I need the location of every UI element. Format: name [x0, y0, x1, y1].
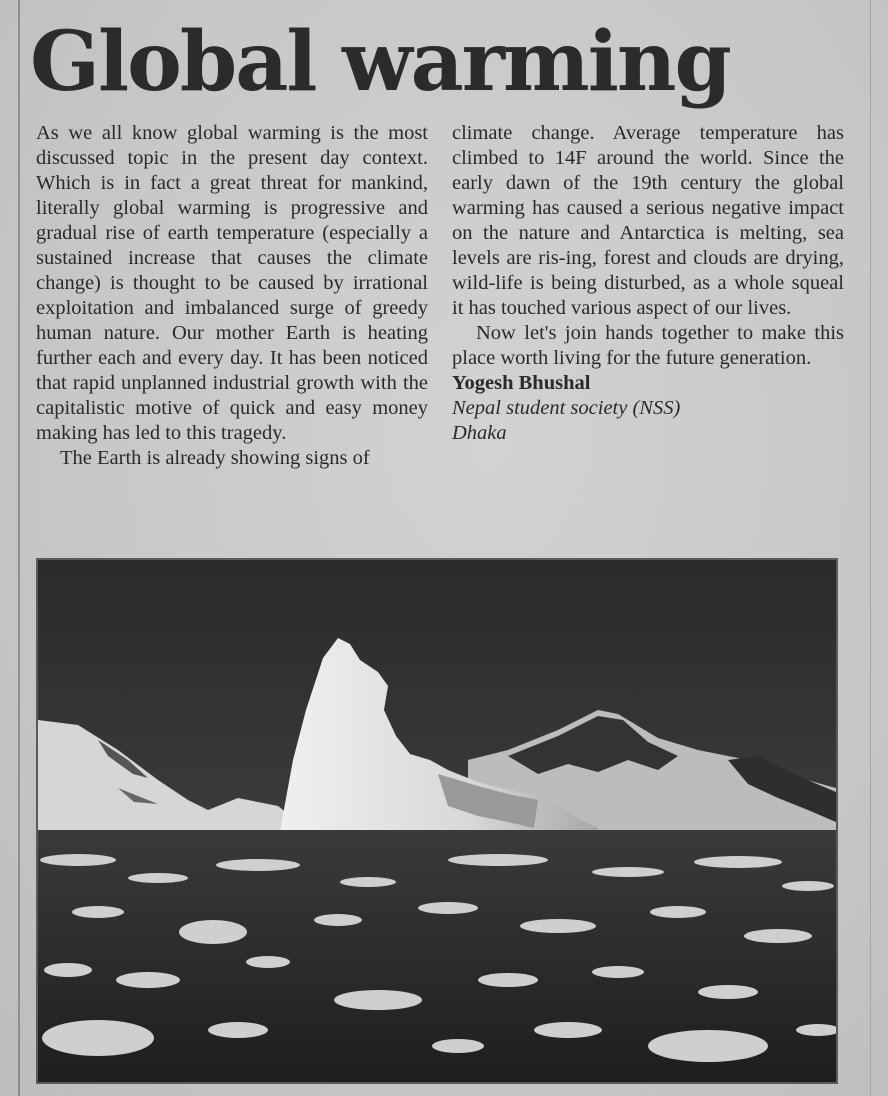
article-column-left: [36, 121, 428, 471]
author-name: Yogesh Bhushal: [452, 372, 591, 394]
column-rule-right: [870, 0, 871, 1096]
iceberg-photo: [36, 558, 838, 1084]
iceberg-illustration: [38, 560, 836, 1082]
author-location: Dhaka: [452, 422, 507, 444]
column-rule-left: [18, 0, 20, 1096]
headline: Global warming: [30, 14, 730, 110]
article-column-right: [452, 121, 844, 446]
article-paragraph-3: Now let's join hands together to make this place worth living for the future generation.: [452, 322, 844, 369]
article-paragraph-2-start: The Earth is already showing signs of: [60, 447, 370, 469]
article-paragraph-2-continued: climate change. Average temperature has climbed to 14F around the world. Since the early dawn of the 19th century the global warming has caused a serious negative impact on the nature and Antarctica is melting, sea levels are ris-ing, forest and clouds are drying, wild-life is being disturbed, as a whole squeal it has touched various aspect of our lives.: [452, 122, 844, 319]
author-organization: Nepal student society (NSS): [452, 397, 681, 419]
article-paragraph-1: As we all know global warming is the most discussed topic in the present day context. Which is in fact a great threat for mankind, literally global warming is progressive and gradual rise of earth temperature (especially a sustained increase that causes the climate change) is thought to be caused by irrational exploitation and imbalanced surge of greedy human nature. Our mother Earth is heating further each and every day. It has been noticed that rapid unplanned industrial growth with the capitalistic motive of quick and easy money making has led to this tragedy.: [36, 122, 428, 444]
